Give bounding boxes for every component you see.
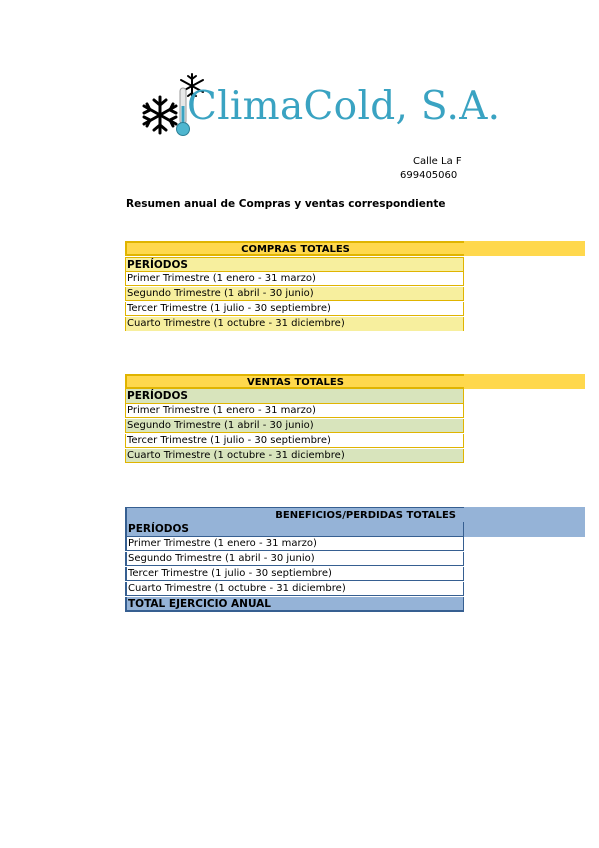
ventas-row-2: Segundo Trimestre (1 abril - 30 junio): [125, 419, 464, 433]
ventas-row-1: Primer Trimestre (1 enero - 31 marzo): [125, 404, 464, 418]
beneficios-row-1: Primer Trimestre (1 enero - 31 marzo): [125, 537, 464, 551]
compras-row-4: Cuarto Trimestre (1 octubre - 31 diciembre): [125, 317, 464, 331]
compras-row-1: Primer Trimestre (1 enero - 31 marzo): [125, 272, 464, 286]
beneficios-row-4: Cuarto Trimestre (1 octubre - 31 diciembre): [125, 582, 464, 596]
beneficios-title: BENEFICIOS/PERDIDAS TOTALES: [125, 507, 464, 522]
company-name: ClimaCold, S.A.: [187, 84, 501, 129]
beneficios-periods-label: PERÍODOS: [125, 522, 464, 537]
ventas-row-4: Cuarto Trimestre (1 octubre - 31 diciembre): [125, 449, 464, 463]
company-address: Calle La F: [413, 156, 462, 167]
beneficios-row-2: Segundo Trimestre (1 abril - 30 junio): [125, 552, 464, 566]
beneficios-row-3: Tercer Trimestre (1 julio - 30 septiembre): [125, 567, 464, 581]
page-heading: Resumen anual de Compras y ventas correspondiente: [126, 198, 446, 210]
ventas-title: VENTAS TOTALES: [125, 374, 464, 389]
beneficios-total-label: TOTAL EJERCICIO ANUAL: [125, 597, 464, 612]
compras-title: COMPRAS TOTALES: [125, 241, 464, 256]
ventas-row-3: Tercer Trimestre (1 julio - 30 septiembre): [125, 434, 464, 448]
ventas-periods-label: PERÍODOS: [125, 389, 464, 404]
compras-row-3: Tercer Trimestre (1 julio - 30 septiembre): [125, 302, 464, 316]
compras-periods-label: PERÍODOS: [125, 257, 464, 272]
company-phone: 699405060: [400, 170, 458, 181]
compras-row-2: Segundo Trimestre (1 abril - 30 junio): [125, 287, 464, 301]
